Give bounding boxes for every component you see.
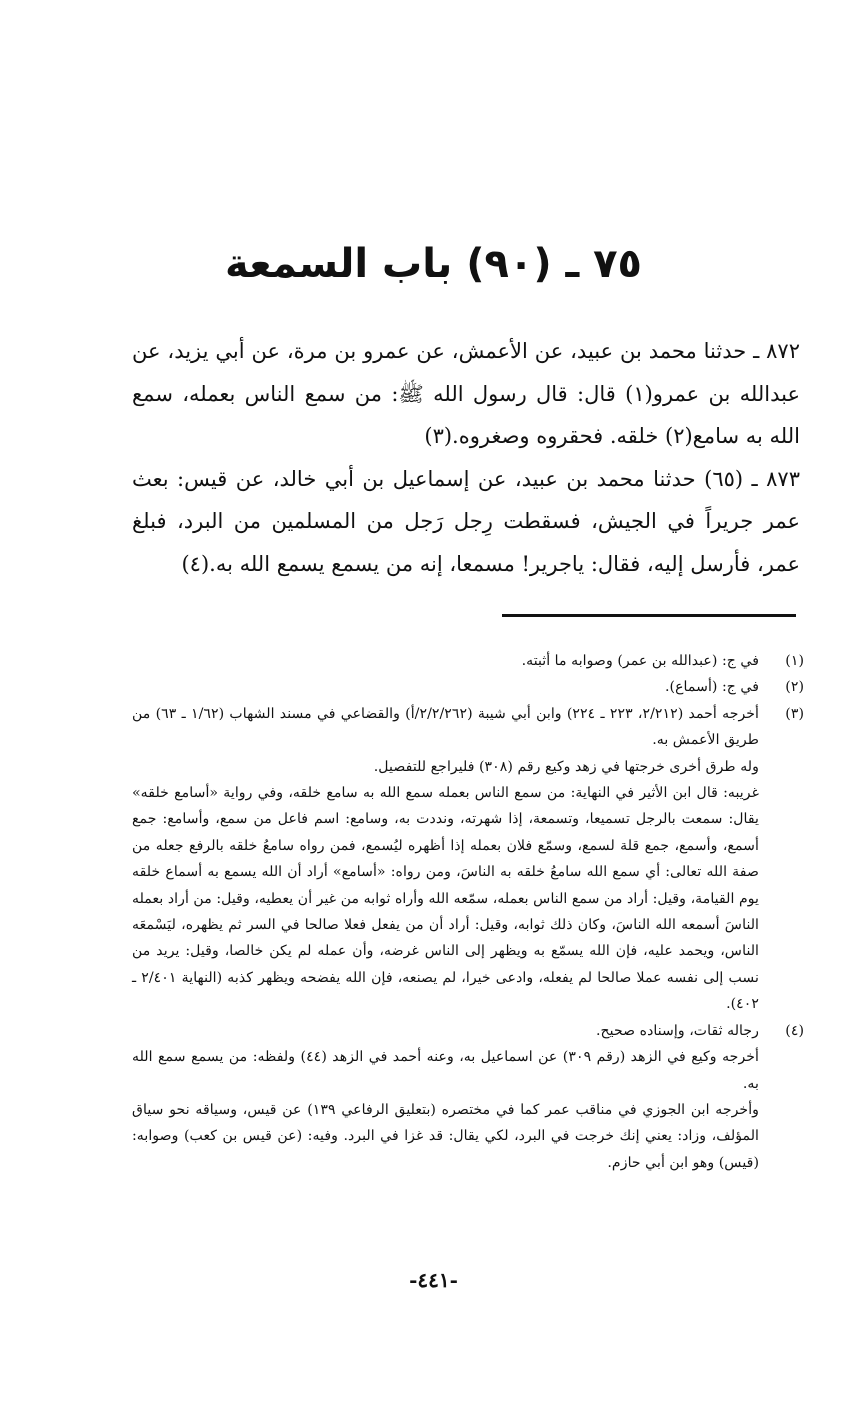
footnote-text: أخرجه أحمد (٢/٢١٢، ٢٢٣ ـ ٢٢٤) وابن أبي شيبة (٢/٢/٢٦٢/أ) والقضاعي في مسند الشهاب (١/٦٢ ـ ٦٣) من طريق الأعمش به. bbox=[132, 705, 760, 749]
footnote-text: وأخرجه ابن الجوزي في مناقب عمر كما في مختصره (بتعليق الرفاعي ١٣٩) عن قيس، وسياقه نحو سياق المؤلف، وزاد: يعني إنك خرجت في البرد، لكي يقال: قد غزا في البرد. وفيه: (عن قيس بن كعب) وصوابه: (قيس) وهو ابن أبي حازم. bbox=[132, 1101, 759, 1171]
footnote-1 bbox=[132, 648, 804, 674]
footnote-text: في ج: (عبدالله بن عمر) وصوابه ما أثبته. bbox=[521, 653, 759, 669]
footnote-separator bbox=[502, 614, 796, 617]
hadith-block bbox=[132, 330, 800, 585]
footnote-number: (٢) bbox=[785, 679, 804, 696]
footnote-2 bbox=[132, 674, 804, 700]
footnotes bbox=[132, 648, 804, 1176]
footnote-text: أخرجه وكيع في الزهد (رقم ٣٠٩) عن اسماعيل به، وعنه أحمد في الزهد (٤٤) ولفظه: من يسمع سمع الله به. bbox=[132, 1049, 759, 1092]
chapter-title: ٧٥ ـ (٩٠) باب السمعة bbox=[225, 241, 642, 287]
footnote-number: (١) bbox=[785, 653, 804, 669]
footnote-text: في ج: (أسماع). bbox=[665, 679, 759, 696]
footnote-text: غريبه: قال ابن الأثير في النهاية: من سمع الناس بعمله سمع الله به سامع خلقه، وفي رواية «أسامع خلقه» يقال: سمعت بالرجل تسميعا، وتسمعة، إذا شهرته، ونددت به، وسامع: اسم فاعل من سمع، وأسامع: جمع أسمع، وأسمع، جمع قلة لسمع، وسمّع فلان بعمله إذا أظهره ليُسمع، فمن رواه سامعُ خلقه بالرفع جعله من صفة الله تعالى: أي سمع الله سامعُ خلقه به الناسَ، ومن رواه: «أسامع» أراد أن الله يسمع به أسماع خلقه يوم القيامة، وقيل: أراد من سمع الناس بعمله، سمّعه الله وأراه ثوابه من غير أن يعطيه، وقيل: من أراد بعمله الناسَ أسمعه الله الناسَ، وكان ذلك ثوابه، وقيل: أراد أن من يفعل فعلا صالحا في السر ثم يظهره، ليَسْمعَه الناس، ويحمد عليه، فإن الله يسمّع به ويظهر إلى الناس غرضه، وأن عمله لم يكن خالصا، وقيل: يريد من نسب إلى نفسه عملا صالحا لم يفعله، وادعى خيرا، لم يصنعه، فإن الله يفضحه ويظهر كذبه (النهاية ٢/٤٠١ ـ ٤٠٢). bbox=[132, 785, 759, 1013]
hadith-873: ٨٧٣ ـ (٦٥) حدثنا محمد بن عبيد، عن إسماعيل بن أبي خالد، عن قيس: بعث عمر جريراً في الجيش، فسقطت رِجل رَجل من المسلمين من البرد، فبلغ عمر، فأرسل إليه، فقال: ياجرير! مسمعا، إنه من يسمع يسمع الله به.(٤) bbox=[132, 466, 800, 576]
footnote-3 bbox=[132, 701, 804, 1018]
hadith-872: ٨٧٢ ـ حدثنا محمد بن عبيد، عن الأعمش، عن عمرو بن مرة، عن أبي يزيد، عن عبدالله بن عمرو(١) قال: قال رسول الله ﷺ: من سمع الناس بعمله، سمع الله به سامع(٢) خلقه. فحقروه وصغروه.(٣) bbox=[132, 339, 800, 448]
footnote-4 bbox=[132, 1018, 804, 1176]
footnote-text: رجاله ثقات، وإسناده صحيح. bbox=[596, 1022, 759, 1039]
footnote-number: (٤) bbox=[785, 1022, 804, 1039]
footnote-text: وله طرق أخرى خرجتها في زهد وكيع رقم (٣٠٨) فليراجع للتفصيل. bbox=[373, 758, 759, 775]
footnote-number: (٣) bbox=[785, 705, 804, 722]
page-number: -٤٤١- bbox=[409, 1268, 458, 1292]
